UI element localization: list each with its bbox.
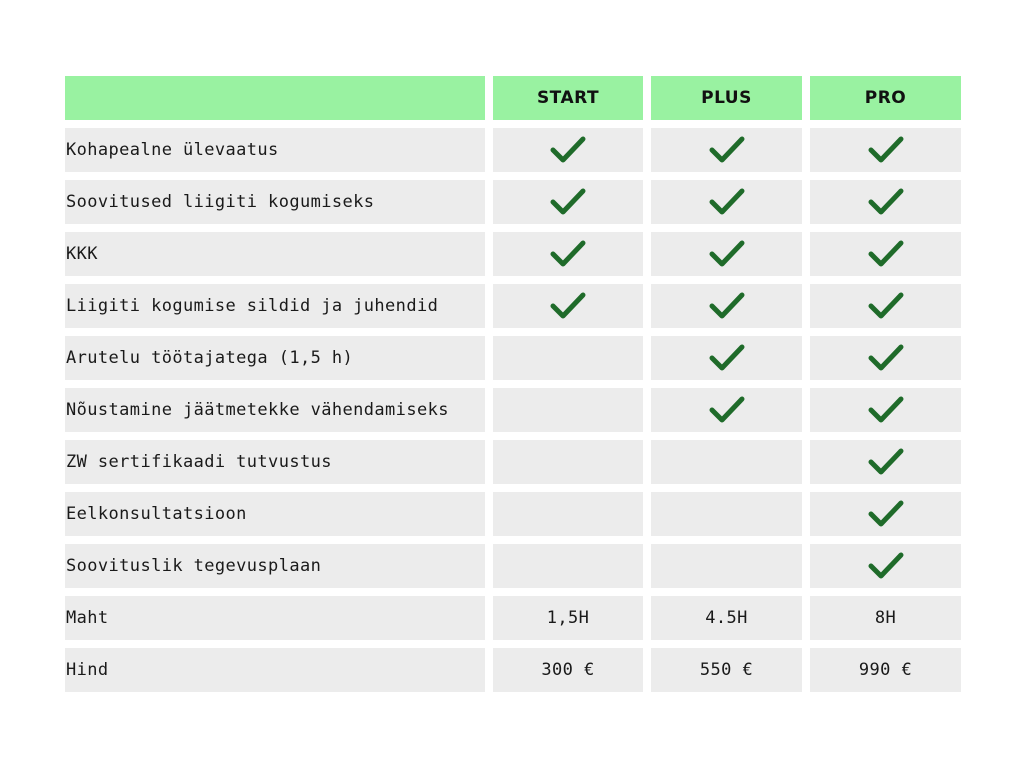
checkmark-icon [709,291,745,321]
feature-label: ZW sertifikaadi tutvustus [65,440,485,484]
feature-cell-pro [810,180,961,224]
feature-cell-start [493,128,643,172]
summary-label: Hind [65,648,485,692]
feature-cell-pro [810,388,961,432]
feature-label: Eelkonsultatsioon [65,492,485,536]
feature-cell-start [493,388,643,432]
feature-cell-plus [651,232,802,276]
header-cell-pro: PRO [810,76,961,120]
checkmark-icon [868,135,904,165]
feature-cell-pro [810,336,961,380]
feature-cell-plus [651,284,802,328]
feature-cell-plus [651,336,802,380]
checkmark-icon [550,291,586,321]
feature-cell-start [493,544,643,588]
feature-cell-start [493,440,643,484]
feature-label: Soovituslik tegevusplaan [65,544,485,588]
feature-cell-start [493,284,643,328]
feature-cell-plus [651,492,802,536]
summary-label: Maht [65,596,485,640]
summary-value-plus: 4.5H [651,596,802,640]
checkmark-icon [709,343,745,373]
checkmark-icon [868,551,904,581]
summary-value-pro: 8H [810,596,961,640]
feature-cell-plus [651,544,802,588]
header-cell-empty [65,76,485,120]
feature-cell-start [493,180,643,224]
feature-label: Arutelu töötajatega (1,5 h) [65,336,485,380]
feature-cell-pro [810,232,961,276]
feature-cell-plus [651,180,802,224]
feature-cell-start [493,232,643,276]
feature-label: Liigiti kogumise sildid ja juhendid [65,284,485,328]
feature-cell-pro [810,128,961,172]
feature-label: Kohapealne ülevaatus [65,128,485,172]
checkmark-icon [709,187,745,217]
checkmark-icon [868,187,904,217]
feature-cell-plus [651,440,802,484]
checkmark-icon [868,343,904,373]
summary-value-start: 1,5H [493,596,643,640]
checkmark-icon [868,447,904,477]
feature-cell-pro [810,440,961,484]
checkmark-icon [709,135,745,165]
checkmark-icon [868,239,904,269]
checkmark-icon [550,187,586,217]
feature-label: Soovitused liigiti kogumiseks [65,180,485,224]
checkmark-icon [550,239,586,269]
feature-cell-plus [651,388,802,432]
feature-cell-pro [810,492,961,536]
header-cell-start: START [493,76,643,120]
header-cell-plus: PLUS [651,76,802,120]
summary-value-pro: 990 € [810,648,961,692]
summary-value-start: 300 € [493,648,643,692]
feature-cell-start [493,492,643,536]
checkmark-icon [868,291,904,321]
checkmark-icon [868,395,904,425]
checkmark-icon [709,395,745,425]
feature-cell-pro [810,284,961,328]
checkmark-icon [868,499,904,529]
summary-value-plus: 550 € [651,648,802,692]
pricing-table [65,76,959,692]
feature-label: KKK [65,232,485,276]
feature-cell-start [493,336,643,380]
checkmark-icon [709,239,745,269]
feature-cell-pro [810,544,961,588]
feature-label: Nõustamine jäätmetekke vähendamiseks [65,388,485,432]
checkmark-icon [550,135,586,165]
feature-cell-plus [651,128,802,172]
